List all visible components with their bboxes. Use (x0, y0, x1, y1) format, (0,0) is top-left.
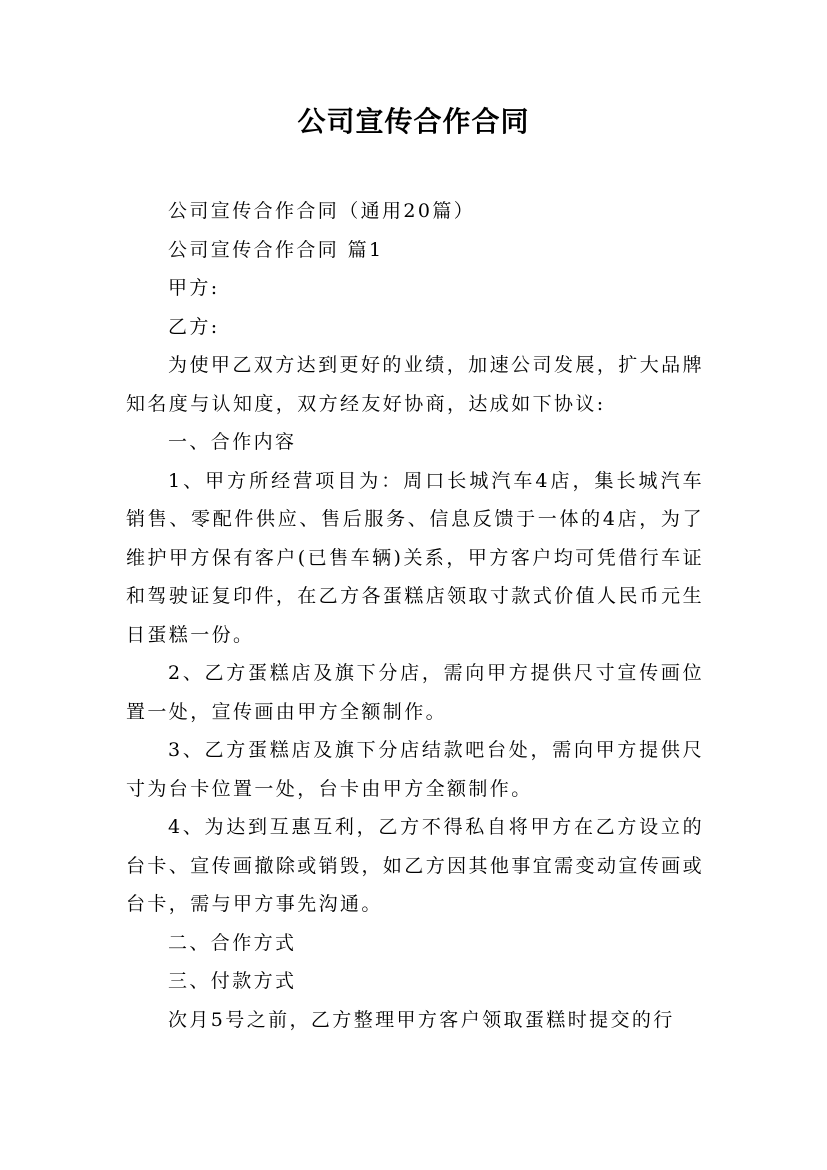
clause-item-1: 1、甲方所经营项目为：周口长城汽车4店，集长城汽车销售、零配件供应、售后服务、信息反馈于一体的4店，为了维护甲方保有客户(已售车辆)关系，甲方客户均可凭借行车证和驾驶证复印件，在乙方各蛋糕店领取寸款式价值人民币元生日蛋糕一份。 (126, 469, 704, 646)
clause-item-3: 3、乙方蛋糕店及旗下分店结款吧台处，需向甲方提供尺寸为台卡位置一处，台卡由甲方全额制作。 (126, 739, 704, 800)
party-a-line: 甲方: (168, 277, 220, 299)
clause-item-2: 2、乙方蛋糕店及旗下分店，需向甲方提供尺寸宣传画位置一处，宣传画由甲方全额制作。 (126, 662, 704, 723)
clause-heading-payment-method: 三、付款方式 (168, 970, 297, 992)
clause-heading-cooperation-content: 一、合作内容 (168, 431, 297, 453)
clause-item-4: 4、为达到互惠互利，乙方不得私自将甲方在乙方设立的台卡、宣传画撤除或销毁，如乙方因其他事宜需变动宣传画或台卡，需与甲方事先沟通。 (126, 816, 704, 915)
document-body (126, 192, 704, 1039)
preamble-paragraph: 为使甲乙双方达到更好的业绩，加速公司发展，扩大品牌知名度与认知度，双方经友好协商，达成如下协议: (126, 354, 704, 415)
section-heading: 公司宣传合作合同 篇1 (168, 238, 384, 261)
clause-heading-cooperation-method: 二、合作方式 (168, 931, 297, 954)
subtitle-paragraph: 公司宣传合作合同（通用20篇） (168, 200, 476, 222)
payment-paragraph: 次月5号之前，乙方整理甲方客户领取蛋糕时提交的行 (168, 1008, 675, 1031)
party-b-line: 乙方: (168, 315, 220, 338)
document-title: 公司宣传合作合同 (297, 105, 530, 138)
